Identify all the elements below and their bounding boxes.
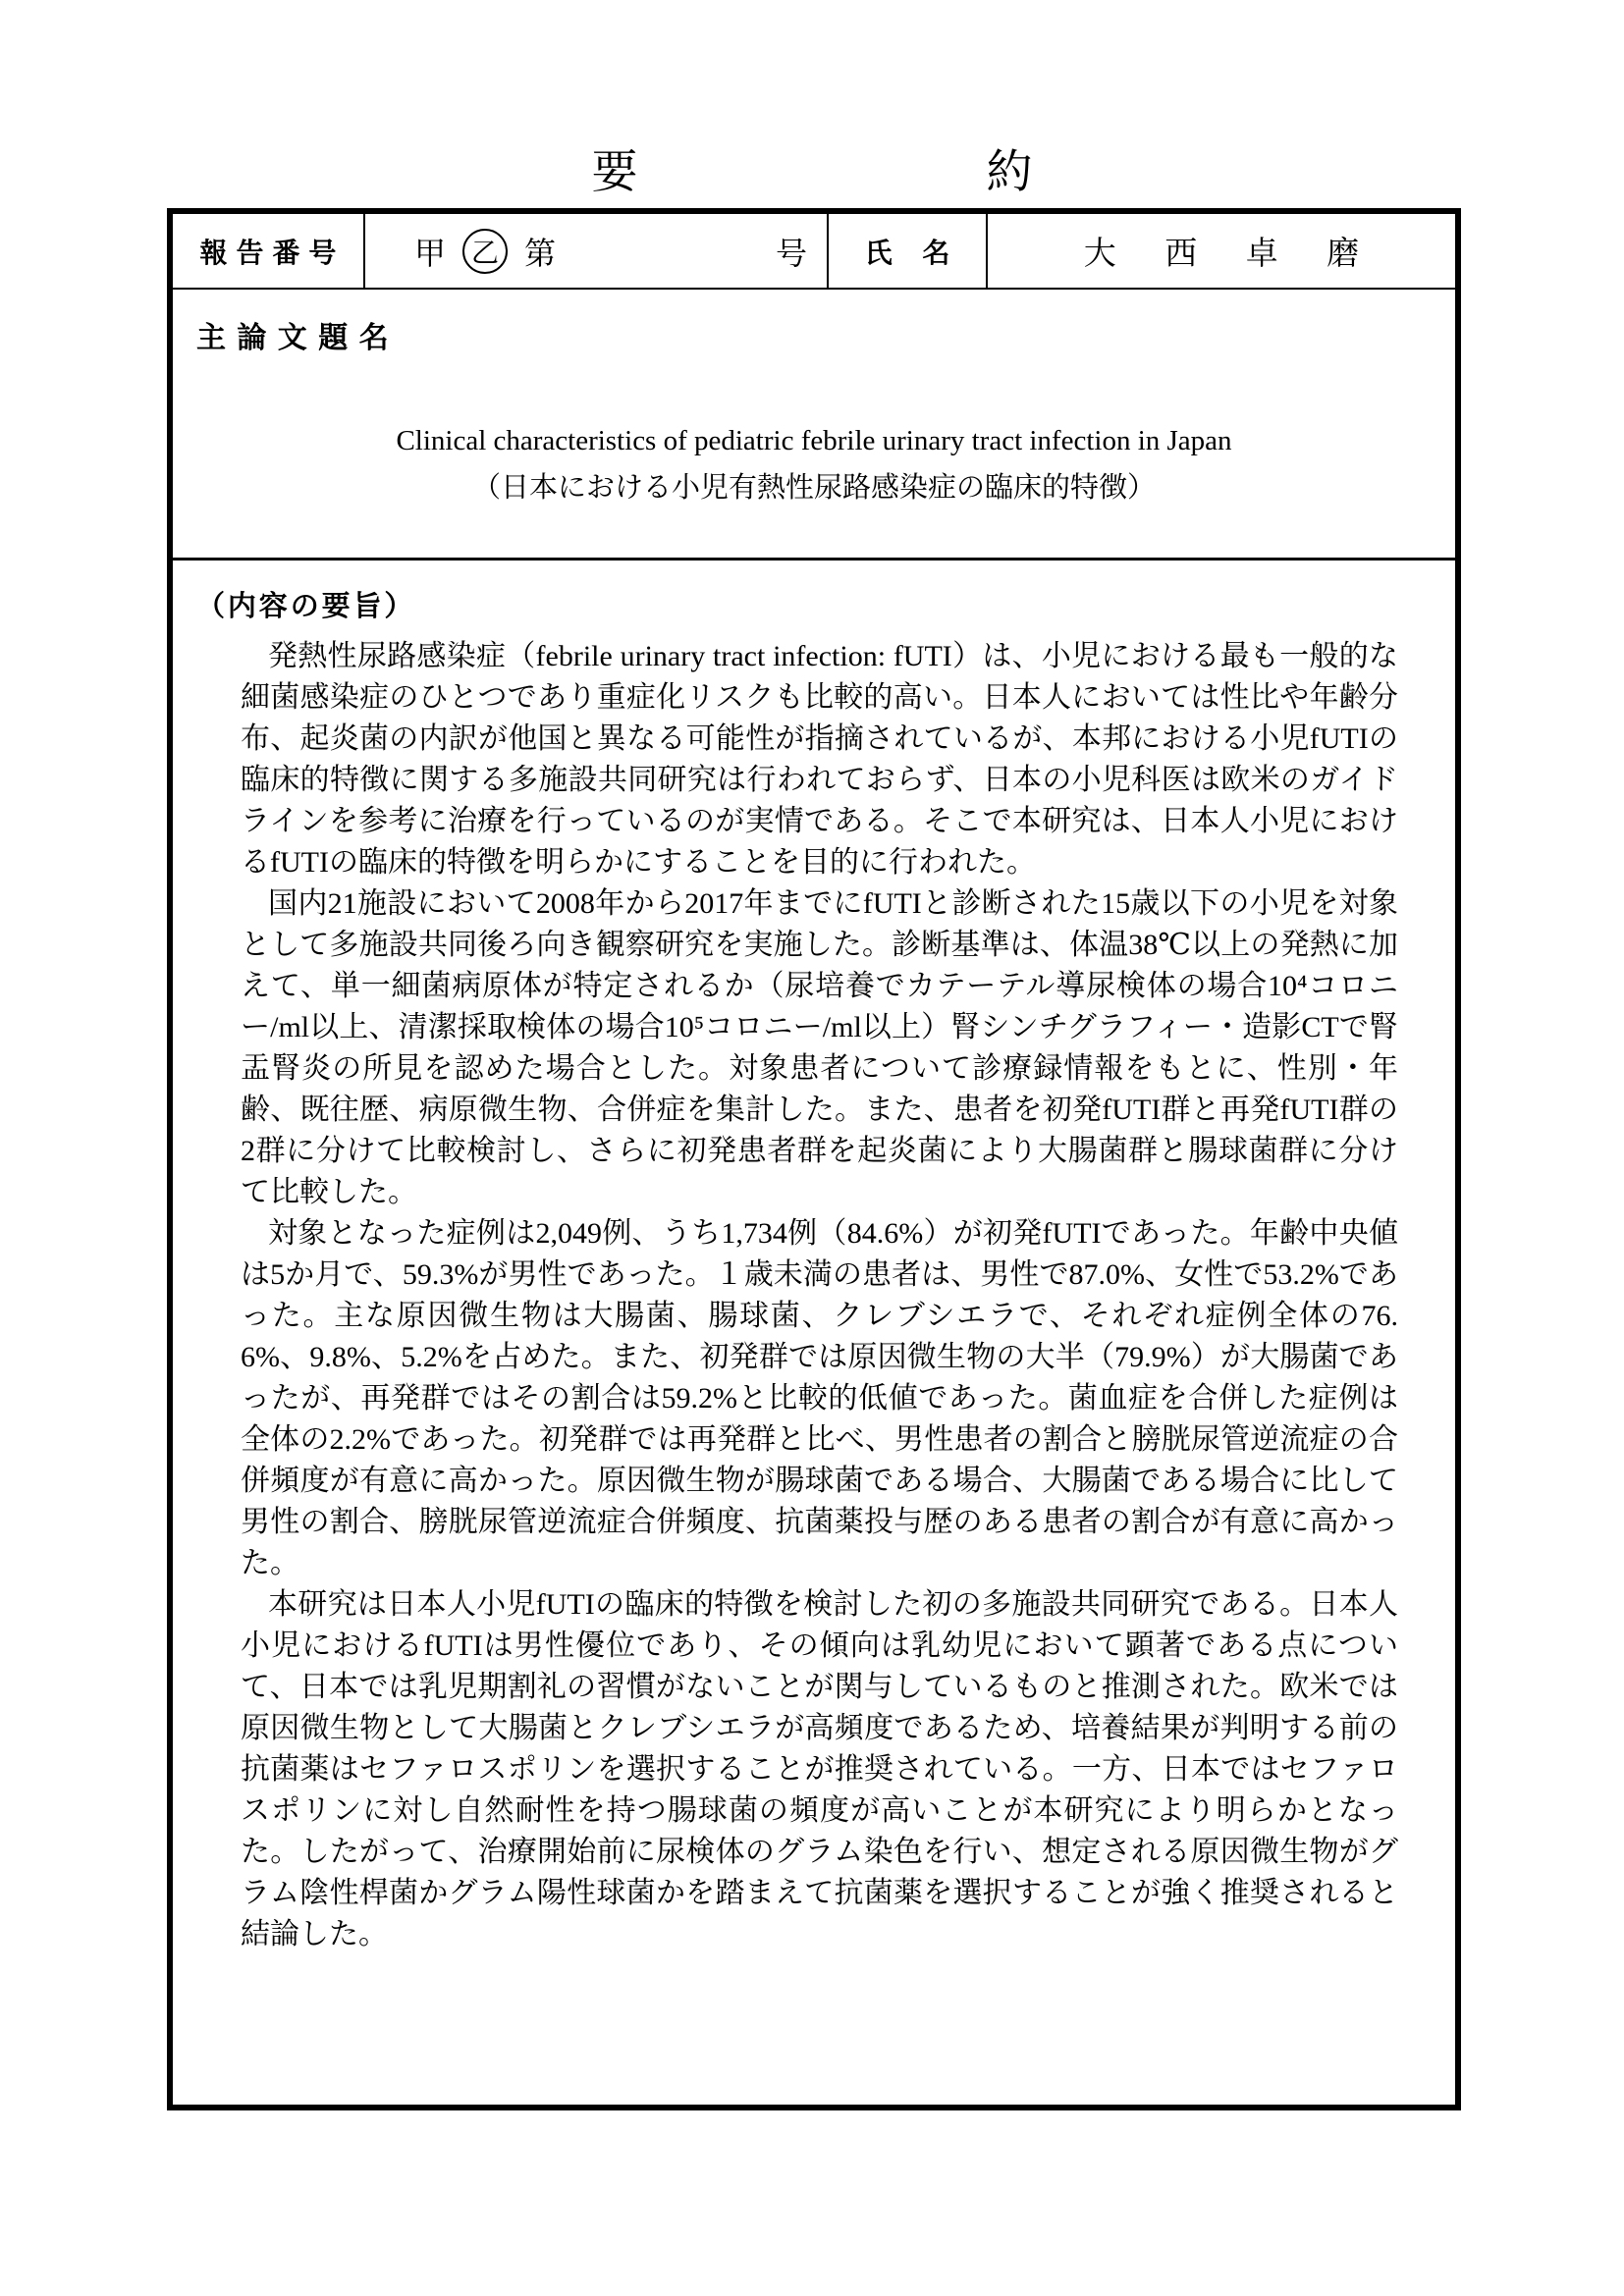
abstract-section-label: （内容の要旨） bbox=[196, 591, 416, 622]
abstract-paragraph: 国内21施設において2008年から2017年までにfUTIと診断された15歳以下の小児を対象として多施設共同後ろ向き観察研究を実施した。診断基準は、体温38℃以上の発熱に加えて、単一細菌病原体が特定されるか（尿培養でカテーテル導尿検体の場合10⁴コロニー/ml以上、清潔採取検体の場合10⁵コロニー/ml以上）腎シンチグラフィー・造影CTで腎盂腎炎の所見を認めた場合とした。対象患者について診療録情報をもとに、性別・年齢、既往歴、病原微生物、合併症を集計した。また、患者を初発fUTI群と再発fUTI群の2群に分けて比較検討し、さらに初発患者群を起炎菌により大腸菌群と腸球菌群に分けて比較した。 bbox=[241, 887, 1398, 1208]
thesis-titles bbox=[196, 417, 1432, 511]
thesis-title-english: Clinical characteristics of pediatric febrile urinary tract infection in Japan bbox=[396, 425, 1232, 456]
abstract-paragraph: 発熱性尿路感染症（febrile urinary tract infection: fUTI）は、小児における最も一般的な細菌感染症のひとつであり重症化リスクも比較的高い。日本人においては性比や年齢分布、起炎菌の内訳が他国と異なる可能性が指摘されているが、本邦における小児fUTIの臨床的特徴に関する多施設共同研究は行われておらず、日本の小児科医は欧米のガイドラインを参考に治療を行っているのが実情である。そこで本研究は、日本人小児におけるfUTIの臨床的特徴を明らかにすることを目的に行われた。 bbox=[241, 640, 1398, 879]
page-title-text: 要約 bbox=[591, 147, 1381, 198]
thesis-title-section bbox=[173, 290, 1455, 561]
header-row bbox=[173, 214, 1455, 290]
thesis-title-japanese: （日本における小児有熱性尿路感染症の臨床的特徴） bbox=[471, 472, 1156, 504]
abstract-paragraph: 対象となった症例は2,049例、うち1,734例（84.6%）が初発fUTIであった。年齢中央値は5か月で、59.3%が男性であった。１歳未満の患者は、男性で87.0%、女性で53.2%であった。主な原因微生物は大腸菌、腸球菌、クレブシエラで、それぞれ症例全体の76.6%、9.8%、5.2%を占めた。また、初発群では原因微生物の大半（79.9%）が大腸菌であったが、再発群ではその割合は59.2%と比較的低値であった。菌血症を合併した症例は全体の2.2%であった。初発群では再発群と比べ、男性患者の割合と膀胱尿管逆流症の合併頻度が有意に高かった。原因微生物が腸球菌である場合、大腸菌である場合に比して男性の割合、膀胱尿管逆流症合併頻度、抗菌薬投与歴のある患者の割合が有意に高かった。 bbox=[241, 1217, 1398, 1579]
report-number-value-cell bbox=[365, 214, 829, 288]
report-number-gou: 号 bbox=[775, 235, 807, 271]
name-label-cell bbox=[829, 214, 988, 288]
summary-form-table bbox=[167, 208, 1461, 2110]
report-number-label-cell bbox=[173, 214, 365, 288]
abstract-section bbox=[173, 561, 1455, 2105]
abstract-body bbox=[241, 636, 1398, 1955]
author-name: 大西卓磨 bbox=[1083, 237, 1408, 272]
report-number-dai: 第 bbox=[524, 235, 557, 271]
thesis-title-section-label: 主論文題名 bbox=[196, 322, 400, 354]
name-label: 氏名 bbox=[864, 237, 981, 268]
abstract-paragraph: 本研究は日本人小児fUTIの臨床的特徴を検討した初の多施設共同研究である。日本人小児におけるfUTIは男性優位であり、その傾向は乳幼児において顕著である点について、日本では乳児期割礼の習慣がないことが関与しているものと推測された。欧米では原因微生物として大腸菌とクレブシエラが高頻度であるため、培養結果が判明する前の抗菌薬はセファロスポリンを選択することが推奨されている。一方、日本ではセファロスポリンに対し自然耐性を持つ腸球菌の頻度が高いことが本研究により明らかとなった。したがって、治療開始前に尿検体のグラム染色を行い、想定される原因微生物がグラム陰性桿菌かグラム陽性球菌かを踏まえて抗菌薬を選択することが強く推奨されると結論した。 bbox=[241, 1588, 1398, 1950]
report-type-kou: 甲 bbox=[414, 235, 447, 271]
name-value-cell bbox=[988, 214, 1455, 288]
page-title bbox=[0, 135, 1624, 201]
report-number-label: 報告番号 bbox=[199, 237, 346, 268]
report-type-otsu-circled: 乙 bbox=[462, 229, 508, 274]
